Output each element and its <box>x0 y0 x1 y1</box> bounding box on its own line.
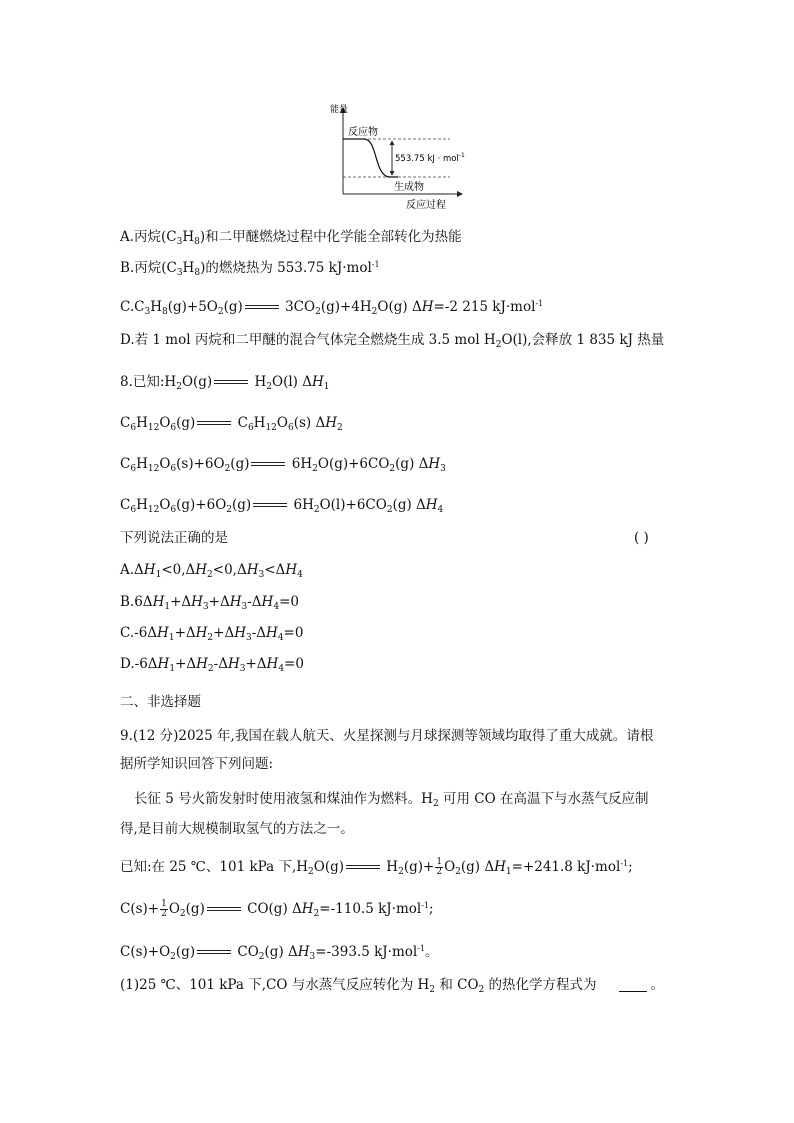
fraction: $\frac{1}{2}$ <box>436 857 443 877</box>
y-axis-label: 能量 <box>330 105 349 115</box>
reaction-equals-sign <box>195 419 233 429</box>
q9-known-3: $C(s)+O_2(g)$ $CO_2(g)$ $\Delta H_3=-393.5$ kJ·mol$^{-1}$。 <box>120 944 439 962</box>
q8-given-2: $C_6H_{12}O_6(g)$ $C_6H_{12}O_6(s)$ $\Delta H_2$ <box>120 415 343 433</box>
q8-given-4: $C_6H_{12}O_6(g)+6O_2(g)$ $6H_2O(l)+6CO_2(g)$ $\Delta H_4$ <box>120 497 444 515</box>
product-label: 生成物 <box>394 182 424 193</box>
q8-option-b: $B.6\Delta H_1+\Delta H_3+\Delta H_3-\Delta H_4=0$ <box>120 594 299 612</box>
q7-option-c: $C.C_3H_8(g)+5O_2(g)$ $3CO_2(g)+4H_2O(g)$ ΔH=-2 215 kJ·mol$^{-1}$ <box>120 299 544 317</box>
answer-paren: ( ) <box>634 530 649 546</box>
energy-gap-label: 553.75 kJ · mol$^{-1}$ <box>395 152 465 164</box>
q9-known-2: C(s)+ $\frac{1}{2}$ $O_2(g)$ CO(g) $\Delta H_2=-110.5$ kJ·mol$^{-1}$; <box>120 899 434 919</box>
q8-stem: 下列说法正确的是 <box>120 530 228 546</box>
reaction-equals-sign <box>344 863 382 873</box>
reaction-equals-sign <box>195 948 233 958</box>
energy-diagram <box>328 102 470 214</box>
answer-blank[interactable] <box>619 977 647 992</box>
reactant-label: 反应物 <box>348 127 378 138</box>
q8-given-3: $C_6H_{12}O_6(s)+6O_2(g)$ $6H_2O(g)+6CO_2(g)$ $\Delta H_3$ <box>120 456 446 474</box>
reaction-equals-sign <box>212 378 250 388</box>
q8-option-c: $C.-6\Delta H_1+\Delta H_2+\Delta H_3-\Delta H_4=0$ <box>120 625 304 643</box>
energy-curve <box>343 139 398 177</box>
q8-option-a: $A.\Delta H_1<0,\Delta H_2<0,\Delta H_3<\Delta H_4$ <box>120 562 303 580</box>
q9-known-1: 已知:在 25 ℃、101 kPa 下$,H_2O(g)$ $H_2(g)+$ $\frac{1}{2}$ $O_2(g)$ $\Delta H_1=+241.8$ kJ·mol$^{-1}$; <box>120 857 633 877</box>
section-heading: 二、非选择题 <box>120 694 201 710</box>
q7-option-a: A.丙烷$(C_3H_8)$和二甲醚燃烧过程中化学能全部转化为热能 <box>120 229 462 247</box>
reaction-equals-sign <box>251 501 289 511</box>
q9-paragraph-line2: 得,是目前大规模制取氢气的方法之一。 <box>120 821 354 837</box>
q8-given-1: 8.已知$:H_2O(g)$ $H_2O(l)$ $\Delta H_1$ <box>120 374 330 392</box>
x-axis-label: 反应过程 <box>406 200 446 211</box>
fraction: $\frac{1}{2}$ <box>161 899 167 919</box>
q9-intro-line1: 9.(12 分)2025 年,我国在载人航天、火星探测与月球探测等领域均取得了重大成就。请根 <box>120 728 654 744</box>
q7-option-d: D.若 1 mol 丙烷和二甲醚的混合气体完全燃烧生成 3.5 mol $H_2O(l)$,会释放 1 835 kJ 热量 <box>120 332 665 350</box>
q8-option-d: $D.-6\Delta H_1+\Delta H_2-\Delta H_3+\Delta H_4=0$ <box>120 656 304 674</box>
energy-diagram-svg <box>328 102 470 214</box>
q7-option-b: B.丙烷$(C_3H_8)$的燃烧热为 553.75 kJ·mol$^{-1}$ <box>120 260 380 278</box>
q9-intro-line2: 据所学知识回答下列问题: <box>120 756 274 772</box>
q9-paragraph-line1: 长征 5 号火箭发射时使用液氢和煤油作为燃料。$H_2$ 可用 CO 在高温下与水蒸气反应制 <box>134 791 649 809</box>
reaction-equals-sign <box>205 905 243 915</box>
reaction-equals-sign <box>249 460 287 470</box>
q9-subquestion-1: (1)25 ℃、101 kPa 下,CO 与水蒸气反应转化为 $H_2$ 和 $CO_2$ 的热化学方程式为 。 <box>120 977 665 995</box>
reaction-equals-sign <box>243 303 281 313</box>
